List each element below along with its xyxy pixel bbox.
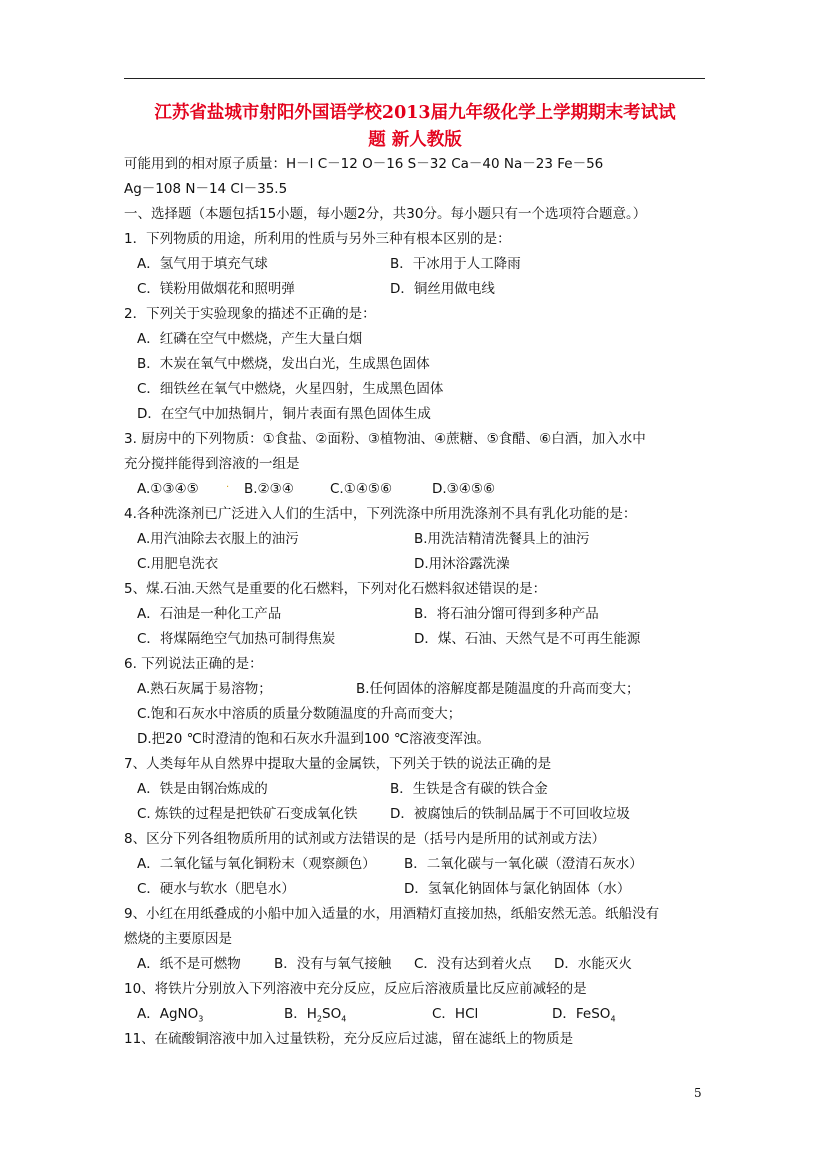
q10-option-d-subscript: 4 (610, 1014, 616, 1024)
q3-option-a: A.①③④⑤ (137, 481, 199, 497)
q10-option-b-subscript-2: 4 (341, 1014, 347, 1024)
q7-option-d: D．被腐蚀后的铁制品属于不可回收垃圾 (390, 806, 630, 822)
q1-option-c: C．镁粉用做烟花和照明弹 (137, 281, 295, 297)
q10-option-b-subscript-1: 2 (316, 1014, 323, 1024)
q3-option-d: D.③④⑤⑥ (432, 481, 496, 497)
q2-option-a: A．红磷在空气中燃烧，产生大量白烟 (137, 331, 363, 347)
q4-option-d: D.用沐浴露洗澡 (414, 556, 510, 572)
q8-option-c: C．硬水与软水（肥皂水） (137, 881, 295, 897)
q2-stem: 2．下列关于实验现象的描述不正确的是： (124, 306, 376, 322)
q10-option-b-text: B．H (284, 1006, 317, 1022)
q6-option-d: D.把20 ℃时澄清的饱和石灰水升温到100 ℃溶液变浑浊。 (137, 731, 491, 747)
q8-option-a: A．二氧化锰与氧化铜粉末（观察颜色） (137, 856, 376, 872)
q5-option-b: B．将石油分馏可得到多种产品 (414, 606, 599, 622)
q4-option-a: A.用汽油除去衣服上的油污 (137, 531, 299, 547)
q10-option-a-subscript: 3 (198, 1014, 204, 1024)
q4-stem: 4.各种洗涤剂已广泛进入人们的生活中，下列洗涤中所用洗涤剂不具有乳化功能的是： (124, 506, 637, 522)
atomic-masses-line-1: 可能用到的相对原子质量：H－l C－12 O－16 S－32 Ca－40 Na－23 Fe－56 (124, 156, 604, 172)
q8-option-d: D．氢氧化钠固体与氯化钠固体（水） (404, 881, 631, 897)
q7-option-a: A．铁是由钢冶炼成的 (137, 781, 268, 797)
q5-stem: 5、煤.石油.天然气是重要的化石燃料，下列对化石燃料叙述错误的是： (124, 581, 547, 597)
q10-option-a (137, 1002, 203, 1026)
q8-option-b: B．二氧化碳与一氧化碳（澄清石灰水） (404, 856, 643, 872)
q2-option-b: B．木炭在氧气中燃烧，发出白光，生成黑色固体 (137, 356, 430, 372)
q6-option-c: C.饱和石灰水中溶质的质量分数随温度的升高而变大； (137, 706, 462, 722)
q9-stem-line-1: 9、小红在用纸叠成的小船中加入适量的水，用酒精灯直接加热，纸船安然无恙。纸船没有 (124, 906, 660, 922)
q3-stem-line-1: 3. 厨房中的下列物质：①食盐、②面粉、③植物油、④蔗糖、⑤食醋、⑥白酒，加入水中 (124, 431, 646, 447)
q9-option-d: D．水能灭火 (554, 956, 632, 972)
q8-stem: 8、区分下列各组物质所用的试剂或方法错误的是（括号内是所用的试剂或方法） (124, 831, 606, 847)
q10-option-b (284, 1002, 346, 1026)
page-title (120, 100, 710, 154)
atomic-masses-line-2: Ag－108 N－14 Cl－35.5 (124, 181, 288, 197)
q1-stem: 1．下列物质的用途，所利用的性质与另外三种有根本区别的是： (124, 231, 511, 247)
q9-stem-line-2: 燃烧的主要原因是 (124, 931, 232, 947)
title-line-2: 题 新人教版 (368, 130, 462, 150)
q10-option-b-text-mid: SO (322, 1006, 342, 1022)
q6-stem: 6. 下列说法正确的是： (124, 656, 263, 672)
q9-option-b: B．没有与氧气接触 (274, 956, 392, 972)
stray-mark: . (226, 479, 230, 490)
q10-option-d-text: D．FeSO (552, 1006, 611, 1022)
q4-option-c: C.用肥皂洗衣 (137, 556, 219, 572)
q1-option-d: D．铜丝用做电线 (390, 281, 495, 297)
q2-option-c: C．细铁丝在氧气中燃烧，火星四射，生成黑色固体 (137, 381, 444, 397)
q2-option-d: D．在空气中加热铜片，铜片表面有黑色固体生成 (137, 406, 431, 422)
q4-option-b: B.用洗洁精清洗餐具上的油污 (414, 531, 590, 547)
q7-option-b: B．生铁是含有碳的铁合金 (390, 781, 548, 797)
q7-stem: 7、人类每年从自然界中提取大量的金属铁，下列关于铁的说法正确的是 (124, 756, 552, 772)
q5-option-c: C．将煤隔绝空气加热可制得焦炭 (137, 631, 336, 647)
q3-stem-line-2: 充分搅拌能得到溶液的一组是 (124, 456, 300, 472)
q9-option-a: A．纸不是可燃物 (137, 956, 241, 972)
header-rule (124, 78, 705, 79)
q3-option-c: C.①④⑤⑥ (330, 481, 393, 497)
q7-option-c: C. 炼铁的过程是把铁矿石变成氧化铁 (137, 806, 358, 822)
q5-option-a: A．石油是一种化工产品 (137, 606, 282, 622)
q3-option-b: B.②③④ (244, 481, 294, 497)
section-header: 一、选择题（本题包括15小题，每小题2分，共30分。每小题只有一个选项符合题意。） (124, 206, 647, 222)
q1-option-a: A．氢气用于填充气球 (137, 256, 268, 272)
q10-stem: 10、将铁片分别放入下列溶液中充分反应，反应后溶液质量比反应前减轻的是 (124, 981, 587, 997)
page-number: 5 (694, 1086, 702, 1100)
q10-option-c: C．HCl (432, 1006, 479, 1022)
q9-option-c: C．没有达到着火点 (414, 956, 532, 972)
title-line-1: 江苏省盐城市射阳外国语学校2013届九年级化学上学期期末考试试 (154, 103, 676, 123)
q6-option-b: B.任何固体的溶解度都是随温度的升高而变大； (356, 681, 640, 697)
q10-option-a-text: A．AgNO (137, 1006, 199, 1022)
q5-option-d: D．煤、石油、天然气是不可再生能源 (414, 631, 641, 647)
q1-option-b: B．干冰用于人工降雨 (390, 256, 521, 272)
q11-stem: 11、在硫酸铜溶液中加入过量铁粉，充分反应后过滤，留在滤纸上的物质是 (124, 1031, 574, 1047)
q10-option-d (552, 1002, 616, 1026)
q6-option-a: A.熟石灰属于易溶物； (137, 681, 272, 697)
